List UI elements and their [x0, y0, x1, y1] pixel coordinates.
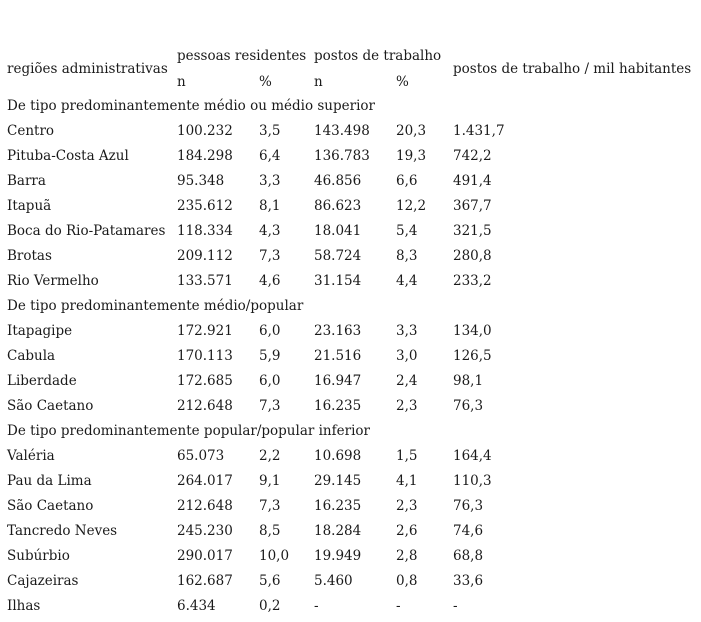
jobs-n: 18.284: [314, 523, 362, 539]
jobs-pct: 2,3: [396, 398, 418, 414]
header-jobs-n: n: [314, 74, 323, 90]
residents-n: 212.648: [177, 498, 233, 514]
jobs-per-thousand: 321,5: [453, 223, 492, 239]
jobs-n: 16.947: [314, 373, 362, 389]
jobs-pct: -: [396, 598, 401, 614]
jobs-per-thousand: 164,4: [453, 448, 492, 464]
jobs-pct: 2,6: [396, 523, 418, 539]
residents-pct: 0,2: [259, 598, 281, 614]
residents-n: 162.687: [177, 573, 233, 589]
jobs-pct: 2,3: [396, 498, 418, 514]
jobs-n: -: [314, 598, 319, 614]
jobs-pct: 8,3: [396, 248, 418, 264]
residents-pct: 6,4: [259, 148, 281, 164]
residents-n: 264.017: [177, 473, 233, 489]
jobs-pct: 3,0: [396, 348, 418, 364]
jobs-per-thousand: 68,8: [453, 548, 484, 564]
jobs-per-thousand: 233,2: [453, 273, 492, 289]
jobs-pct: 4,1: [396, 473, 418, 489]
jobs-pct: 0,8: [396, 573, 418, 589]
header-residents: pessoas residentes: [177, 48, 307, 64]
jobs-pct: 12,2: [396, 198, 427, 214]
jobs-n: 23.163: [314, 323, 362, 339]
residents-n: 245.230: [177, 523, 233, 539]
residents-n: 95.348: [177, 173, 225, 189]
jobs-n: 16.235: [314, 398, 362, 414]
jobs-per-thousand: 367,7: [453, 198, 492, 214]
residents-n: 172.685: [177, 373, 233, 389]
region-name: Barra: [7, 173, 46, 189]
jobs-per-thousand: 491,4: [453, 173, 492, 189]
region-name: Rio Vermelho: [7, 273, 99, 289]
residents-pct: 10,0: [259, 548, 290, 564]
residents-n: 235.612: [177, 198, 233, 214]
jobs-pct: 3,3: [396, 323, 418, 339]
jobs-n: 29.145: [314, 473, 362, 489]
region-name: Pituba-Costa Azul: [7, 148, 129, 164]
region-name: Valéria: [7, 448, 55, 464]
jobs-n: 16.235: [314, 498, 362, 514]
jobs-per-thousand: 280,8: [453, 248, 492, 264]
residents-pct: 8,1: [259, 198, 281, 214]
jobs-n: 18.041: [314, 223, 362, 239]
jobs-per-thousand: -: [453, 598, 458, 614]
jobs-pct: 4,4: [396, 273, 418, 289]
jobs-n: 5.460: [314, 573, 353, 589]
residents-n: 172.921: [177, 323, 233, 339]
residents-n: 100.232: [177, 123, 233, 139]
residents-pct: 9,1: [259, 473, 281, 489]
residents-n: 290.017: [177, 548, 233, 564]
residents-pct: 5,9: [259, 348, 281, 364]
residents-n: 170.113: [177, 348, 233, 364]
residents-pct: 4,3: [259, 223, 281, 239]
residents-pct: 7,3: [259, 248, 281, 264]
region-name: Cabula: [7, 348, 56, 364]
residents-pct: 2,2: [259, 448, 281, 464]
jobs-n: 58.724: [314, 248, 362, 264]
residents-pct: 3,5: [259, 123, 281, 139]
region-name: Itapagipe: [7, 323, 73, 339]
residents-pct: 5,6: [259, 573, 281, 589]
jobs-pct: 2,4: [396, 373, 418, 389]
residents-pct: 3,3: [259, 173, 281, 189]
header-jobs-per-thousand: postos de trabalho / mil habitantes: [453, 61, 692, 77]
region-name: São Caetano: [7, 398, 94, 414]
residents-pct: 7,3: [259, 498, 281, 514]
jobs-n: 21.516: [314, 348, 362, 364]
jobs-per-thousand: 1.431,7: [453, 123, 505, 139]
jobs-n: 31.154: [314, 273, 362, 289]
region-name: Liberdade: [7, 373, 77, 389]
region-name: Pau da Lima: [7, 473, 92, 489]
header-residents-n: n: [177, 74, 186, 90]
jobs-pct: 2,8: [396, 548, 418, 564]
jobs-n: 136.783: [314, 148, 370, 164]
region-name: Tancredo Neves: [7, 523, 118, 539]
jobs-per-thousand: 134,0: [453, 323, 492, 339]
region-name: Cajazeiras: [7, 573, 79, 589]
jobs-pct: 20,3: [396, 123, 427, 139]
residents-pct: 7,3: [259, 398, 281, 414]
group-title: De tipo predominantemente popular/popular inferior: [7, 423, 370, 439]
region-name: Subúrbio: [7, 548, 70, 564]
header-regions: regiões administrativas: [7, 61, 168, 77]
region-name: Ilhas: [7, 598, 41, 614]
region-name: Centro: [7, 123, 55, 139]
residents-n: 6.434: [177, 598, 216, 614]
residents-n: 184.298: [177, 148, 233, 164]
jobs-n: 10.698: [314, 448, 362, 464]
jobs-pct: 19,3: [396, 148, 427, 164]
jobs-per-thousand: 74,6: [453, 523, 484, 539]
jobs-per-thousand: 76,3: [453, 498, 484, 514]
header-jobs: postos de trabalho: [314, 48, 442, 64]
region-name: Boca do Rio-Patamares: [7, 223, 166, 239]
residents-n: 133.571: [177, 273, 233, 289]
header-residents-pct: %: [259, 74, 272, 90]
jobs-n: 86.623: [314, 198, 362, 214]
residents-n: 118.334: [177, 223, 233, 239]
jobs-per-thousand: 33,6: [453, 573, 484, 589]
jobs-n: 19.949: [314, 548, 362, 564]
group-title: De tipo predominantemente médio/popular: [7, 298, 304, 314]
residents-pct: 6,0: [259, 373, 281, 389]
header-jobs-pct: %: [396, 74, 409, 90]
jobs-per-thousand: 98,1: [453, 373, 484, 389]
jobs-n: 46.856: [314, 173, 362, 189]
group-title: De tipo predominantemente médio ou médio superior: [7, 98, 375, 114]
region-name: São Caetano: [7, 498, 94, 514]
jobs-pct: 5,4: [396, 223, 418, 239]
jobs-per-thousand: 126,5: [453, 348, 492, 364]
jobs-pct: 6,6: [396, 173, 418, 189]
region-name: Brotas: [7, 248, 52, 264]
residents-n: 65.073: [177, 448, 225, 464]
residents-pct: 8,5: [259, 523, 281, 539]
jobs-per-thousand: 110,3: [453, 473, 492, 489]
residents-n: 209.112: [177, 248, 233, 264]
residents-pct: 4,6: [259, 273, 281, 289]
residents-n: 212.648: [177, 398, 233, 414]
jobs-n: 143.498: [314, 123, 370, 139]
residents-pct: 6,0: [259, 323, 281, 339]
jobs-pct: 1,5: [396, 448, 418, 464]
jobs-per-thousand: 76,3: [453, 398, 484, 414]
region-name: Itapuã: [7, 198, 52, 214]
jobs-per-thousand: 742,2: [453, 148, 492, 164]
